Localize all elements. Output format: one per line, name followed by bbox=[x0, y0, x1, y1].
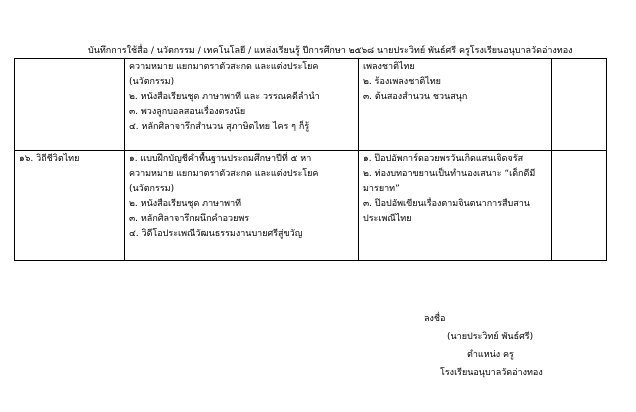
signer-school: โรงเรียนอนุบาลวัดอ่างทอง bbox=[440, 368, 543, 378]
activity-line: ประเพณีไทย bbox=[363, 214, 412, 224]
activity-line: ๑. ป๊อปอัพการ์ดอวยพรวันเกิดแสนเจิดจรัส bbox=[363, 154, 524, 164]
topic-cell bbox=[15, 151, 125, 261]
activity-cell bbox=[359, 151, 552, 261]
signature-label: ลงชื่อ bbox=[424, 314, 446, 324]
note-cell bbox=[552, 59, 607, 151]
media-usage-table bbox=[14, 58, 607, 261]
activity-line: ๒. ร้องเพลงชาติไทย bbox=[363, 77, 441, 87]
media-line: (นวัตกรรม) bbox=[129, 77, 175, 87]
media-line: ความหมาย แยกมาตราตัวสะกด และแต่งประโยค bbox=[129, 169, 319, 179]
media-line: ๓. พวงลูกบอลสอนเรื่องตรงนัย bbox=[129, 107, 246, 117]
signer-name: (นายประวิทย์ พันธ์ศรี) bbox=[447, 332, 534, 342]
media-line: (นวัตกรรม) bbox=[129, 184, 175, 194]
topic-line: ๑๖. วิถีชีวิตไทย bbox=[19, 154, 80, 164]
media-cell bbox=[125, 151, 359, 261]
activity-line: ๒. ท่องบทอาขยานเป็นทำนองเสนาะ “เด็กดีมี bbox=[363, 169, 536, 179]
media-line: ๓. หลักศิลาจารึกผนึกคำอวยพร bbox=[129, 214, 250, 224]
table-row bbox=[15, 59, 607, 151]
activity-line: มารยาท” bbox=[363, 184, 400, 194]
activity-line: ๓. ต้นสองสำนวน ชวนสนุก bbox=[363, 92, 468, 102]
media-line: ๔. วิดีโอประเพณีวัฒนธรรมงานบายศรีสู่ขวัญ bbox=[129, 229, 303, 239]
media-line: ๑. แบบฝึกบัญชีคำพื้นฐานประถมศึกษาปีที่ ๕ หา bbox=[129, 154, 312, 164]
media-line: ความหมาย แยกมาตราตัวสะกด และแต่งประโยค bbox=[129, 62, 319, 72]
activity-cell bbox=[359, 59, 552, 151]
activity-line: เพลงชาติไทย bbox=[363, 62, 415, 72]
media-cell bbox=[125, 59, 359, 151]
note-cell bbox=[552, 151, 607, 261]
activity-line: ๓. ป๊อปอัพเขียนเรื่องตามจินตนาการสืบสาน bbox=[363, 199, 530, 209]
media-line: ๒. หนังสือเรียนชุด ภาษาพาที bbox=[129, 199, 242, 209]
media-line: ๒. หนังสือเรียนชุด ภาษาพาที และ วรรณคดีลำนำ bbox=[129, 92, 320, 102]
signer-position: ตำแหน่ง ครู bbox=[467, 350, 514, 360]
table-row bbox=[15, 151, 607, 261]
topic-cell bbox=[15, 59, 125, 151]
media-line: ๔. หลักศิลาจารึกสำนวน สุภาษิตไทย ไคร ๆ ก็รู้ bbox=[129, 122, 310, 132]
page-header: บันทึกการใช้สื่อ / นวัตกรรม / เทคโนโลยี / แหล่งเรียนรู้ ปีการศึกษา ๒๕๖๘ นายประวิทย์ พันธ์ศรี ครูโรงเรียนอนุบาลวัดอ่างทอง bbox=[88, 46, 573, 56]
